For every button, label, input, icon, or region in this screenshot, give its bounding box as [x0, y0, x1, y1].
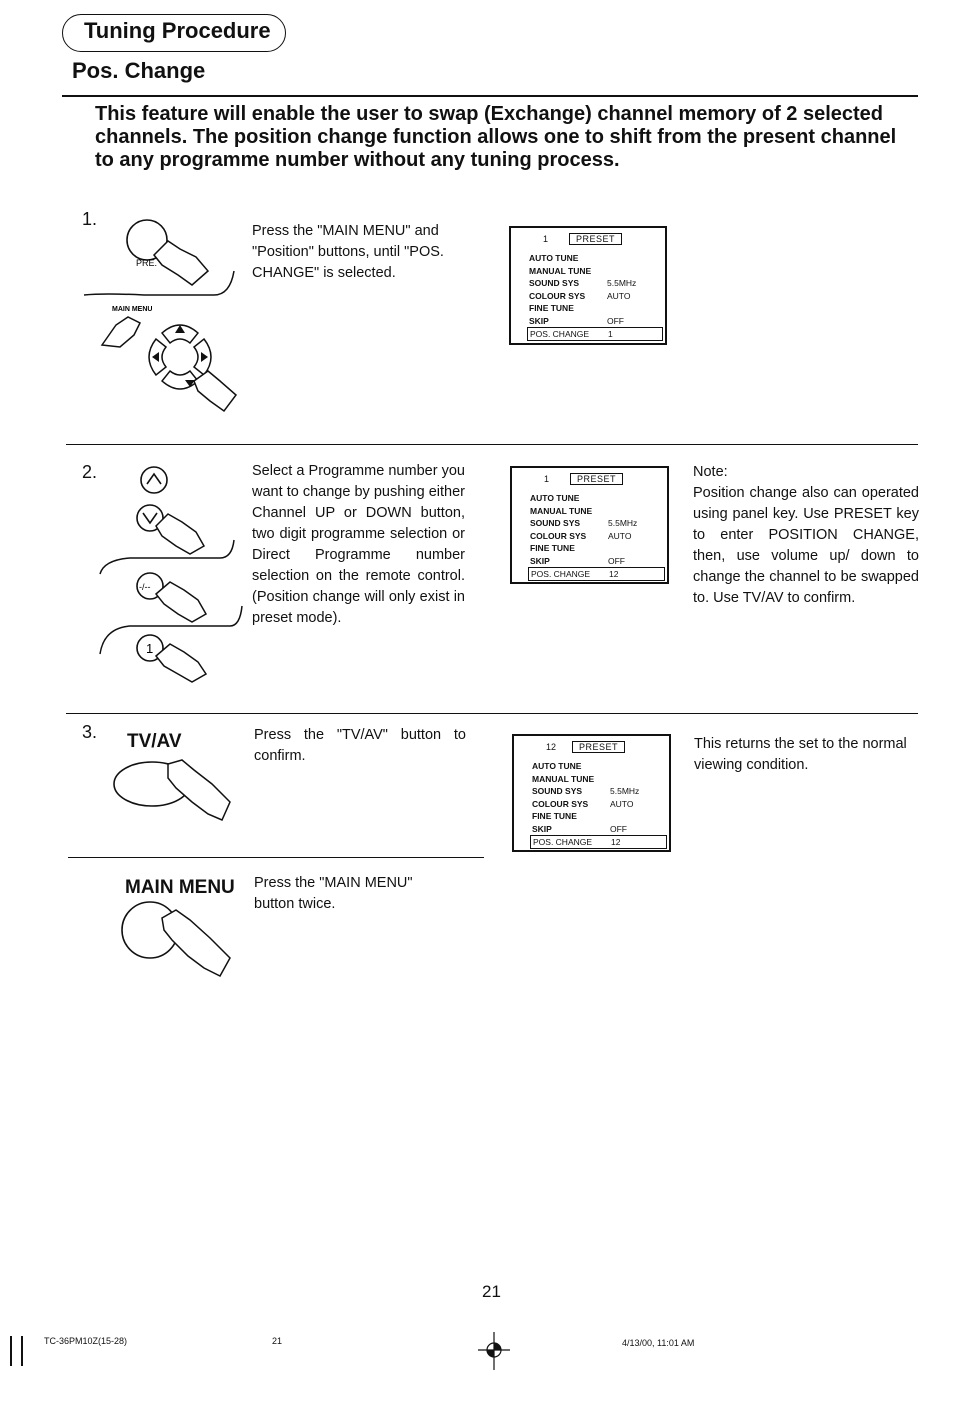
- osd-row-value: 5.5MHz: [610, 786, 640, 796]
- osd-row-value: OFF: [610, 823, 627, 834]
- osd-menu-row: [532, 785, 663, 797]
- step-3-number: 3.: [82, 722, 98, 742]
- osd-row-label: MANUAL TUNE: [532, 773, 595, 784]
- osd-row-value: 12: [611, 837, 621, 847]
- osd-row-value: 12: [609, 569, 619, 579]
- hand-pointer-icon-3: [156, 644, 206, 682]
- divider-step-4: [68, 857, 484, 858]
- registration-mark-icon: [478, 1332, 512, 1372]
- osd-row-label: POS. CHANGE: [530, 329, 590, 339]
- osd-menu-row: [529, 315, 659, 327]
- osd-menu-row: [529, 265, 659, 277]
- osd-row-label: FINE TUNE: [530, 543, 575, 553]
- two-digit-label: -/--: [139, 582, 151, 592]
- osd-menu-row: [529, 252, 659, 264]
- divider-step-3: [66, 713, 918, 714]
- remote-illustration-step-1: [84, 205, 254, 435]
- step-1-text: Press the "MAIN MENU" and "Position" buttons, until "POS. CHANGE" is selected.: [252, 223, 444, 281]
- tv-av-label: TV/AV: [127, 731, 182, 752]
- osd-programme-number: 1: [543, 234, 549, 244]
- osd-programme-number: 1: [544, 474, 550, 484]
- step-2-text: [252, 461, 465, 629]
- osd-menu-row: [530, 505, 661, 517]
- step-2-number: 2.: [82, 462, 98, 482]
- osd-row-value: OFF: [608, 555, 625, 566]
- hand-pointer-icon: [168, 760, 230, 820]
- divider-step-2: [66, 444, 918, 445]
- osd-row-label: SKIP: [529, 315, 549, 326]
- osd-row-value: 1: [608, 329, 613, 339]
- step-2-paren-note: (Position change will only exist in preset mode).: [252, 589, 465, 626]
- main-menu-label: MAIN MENU: [125, 877, 235, 898]
- osd-row-label: COLOUR SYS: [532, 798, 589, 809]
- step-2-note-title: Note:: [693, 464, 728, 480]
- osd-row-label: COLOUR SYS: [530, 530, 587, 541]
- crop-mark-left-1: [10, 1336, 12, 1366]
- osd-row-value: 5.5MHz: [608, 518, 638, 528]
- osd-menu-row: [532, 810, 663, 822]
- osd-row-label: FINE TUNE: [532, 811, 577, 821]
- hand-pointer-icon: [156, 514, 204, 554]
- osd-row-label: SOUND SYS: [530, 518, 581, 528]
- osd-menu-row: [528, 567, 665, 581]
- osd-row-label: FINE TUNE: [529, 303, 574, 313]
- osd-row-value: 5.5MHz: [607, 278, 637, 288]
- osd-menu-row: [532, 798, 663, 810]
- footer-timestamp: 4/13/00, 11:01 AM: [622, 1338, 695, 1348]
- footer-file-id: TC-36PM10Z(15-28): [44, 1336, 128, 1346]
- remote-illustration-step-2: [90, 462, 260, 692]
- step-2-instruction: Select a Programme number you want to change by pushing either Channel UP or DOWN button, two digit programme selection or Direct Programme number selection on the remote control.: [252, 463, 465, 584]
- footer-page: 21: [272, 1336, 283, 1346]
- osd-menu-row: [532, 823, 663, 835]
- section-title: Tuning Procedure: [84, 18, 271, 43]
- osd-row-label: MANUAL TUNE: [530, 505, 593, 516]
- osd-preset-menu-step-1: [509, 226, 667, 345]
- osd-menu-title: PRESET: [572, 741, 625, 753]
- osd-row-label: COLOUR SYS: [529, 290, 586, 301]
- main-menu-small-label: MAIN MENU: [112, 306, 153, 313]
- osd-row-label: AUTO TUNE: [529, 253, 579, 263]
- osd-row-label: MANUAL TUNE: [529, 265, 592, 276]
- osd-menu-row: [530, 517, 661, 529]
- hand-pointer-icon-3: [194, 371, 236, 411]
- osd-row-label: SKIP: [532, 823, 552, 834]
- hand-pointer-icon-2: [156, 582, 206, 622]
- osd-row-value: OFF: [607, 315, 624, 326]
- osd-menu-row: [532, 760, 663, 772]
- osd-menu-title: PRESET: [569, 233, 622, 245]
- osd-preset-menu-step-2: [510, 466, 669, 584]
- intro-paragraph: This feature will enable the user to swap (Exchange) channel memory of 2 selected channels. The position change function allows one to shift from the present channel to any programme number without any tuning process.: [95, 103, 897, 171]
- step-3-text: Press the "TV/AV" button to confirm.: [254, 727, 466, 764]
- osd-menu-row: [530, 555, 661, 567]
- pre-label: PRE.: [136, 258, 158, 268]
- osd-row-value: AUTO: [610, 798, 634, 809]
- osd-row-label: SOUND SYS: [532, 786, 583, 796]
- number-one-label: 1: [146, 641, 154, 656]
- osd-row-label: SOUND SYS: [529, 278, 580, 288]
- channel-up-button-icon: [141, 467, 167, 493]
- osd-menu-row: [530, 542, 661, 554]
- main-menu-button-illustration: [112, 898, 242, 988]
- osd-row-label: POS. CHANGE: [531, 569, 591, 579]
- osd-menu-row: [530, 492, 661, 504]
- hand-pointer-icon-2: [102, 317, 140, 347]
- step-2-note: Position change also can operated using panel key. Use PRESET key to enter POSITION CHANGE, then, use volume up/ down to change the channel to be swapped to. Use TV/AV to confirm.: [693, 485, 919, 606]
- crop-mark-left-2: [21, 1336, 23, 1366]
- osd-row-label: AUTO TUNE: [530, 493, 580, 503]
- hand-pointer-icon: [154, 241, 208, 285]
- osd-programme-number: 12: [546, 742, 557, 752]
- osd-menu-row: [527, 327, 663, 341]
- osd-menu-title: PRESET: [570, 473, 623, 485]
- osd-menu-row: [529, 277, 659, 289]
- step-4-text: Press the "MAIN MENU" button twice.: [254, 875, 413, 912]
- osd-row-label: POS. CHANGE: [533, 837, 593, 847]
- page-subtitle: Pos. Change: [72, 58, 206, 83]
- osd-menu-row: [532, 773, 663, 785]
- osd-preset-menu-step-3: [512, 734, 671, 852]
- osd-menu-row: [530, 530, 661, 542]
- osd-menu-row: [530, 835, 667, 849]
- page-number: 21: [482, 1282, 501, 1301]
- tv-av-button-illustration: [112, 756, 242, 836]
- osd-row-label: AUTO TUNE: [532, 761, 582, 771]
- osd-menu-row: [529, 290, 659, 302]
- osd-menu-row: [529, 302, 659, 314]
- header-rule: [62, 95, 918, 97]
- osd-row-value: AUTO: [608, 530, 632, 541]
- hand-pointer-icon: [162, 910, 230, 976]
- step-1-number: 1.: [82, 209, 98, 229]
- osd-row-value: AUTO: [607, 290, 631, 301]
- step-3-note: This returns the set to the normal viewing condition.: [694, 736, 907, 773]
- osd-row-label: SKIP: [530, 555, 550, 566]
